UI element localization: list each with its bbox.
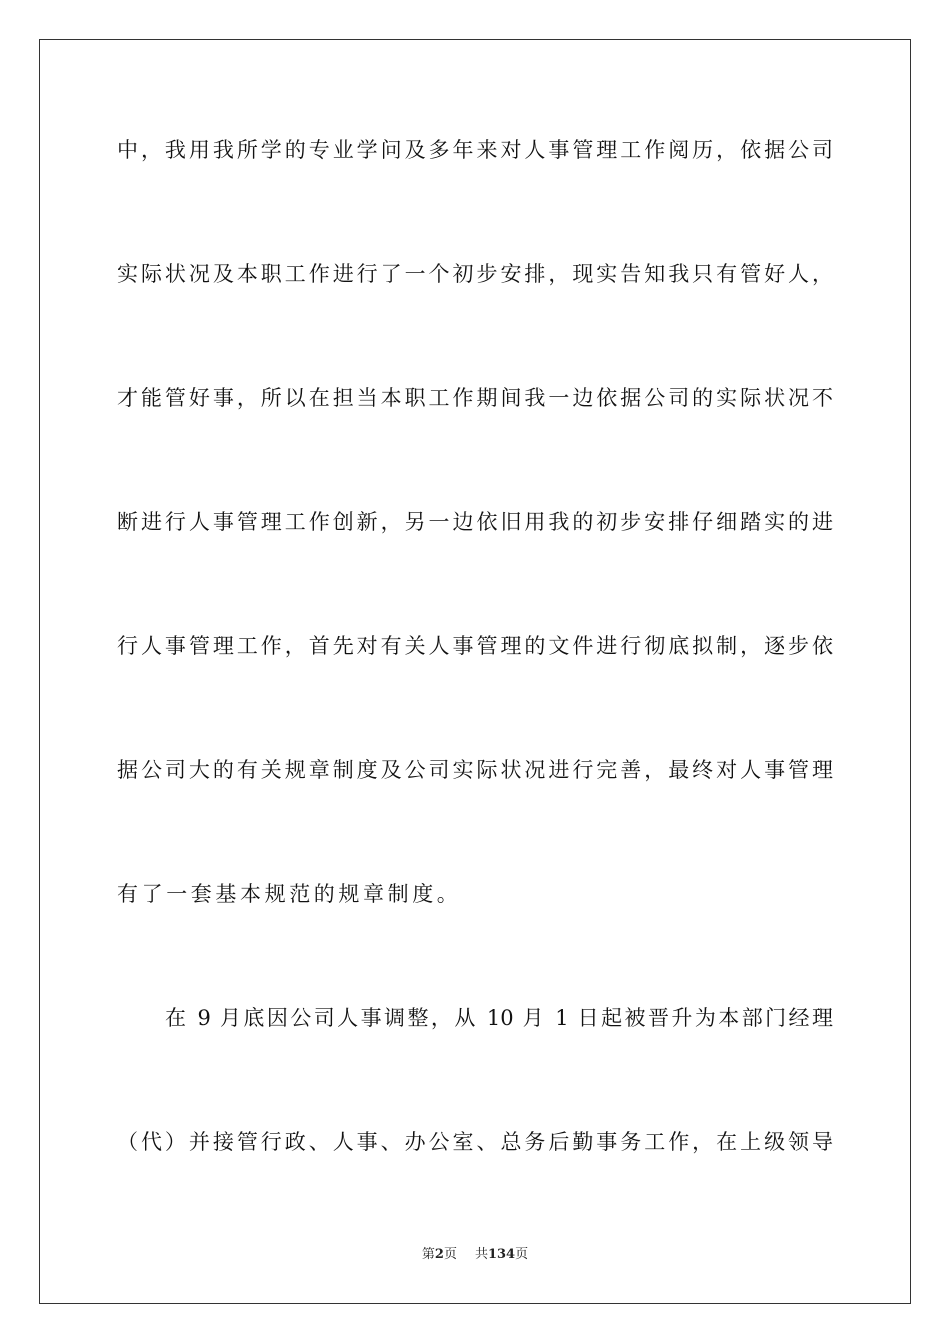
document-body bbox=[117, 130, 833, 1163]
page-suffix: 页 bbox=[443, 1247, 457, 1262]
text-line: 有了一套基本规范的规章制度。 bbox=[117, 882, 462, 906]
total-pages: 134 bbox=[487, 1247, 516, 1262]
text-line: 据公司大的有关规章制度及公司实际状况进行完善，最终对人事管理 bbox=[117, 758, 833, 782]
text-line: 断进行人事管理工作创新，另一边依旧用我的初步安排仔细踏实的进 bbox=[117, 510, 833, 534]
page-prefix: 第 bbox=[421, 1247, 435, 1262]
text-line: 才能管好事，所以在担当本职工作期间我一边依据公司的实际状况不 bbox=[117, 386, 833, 410]
text-line: （代）并接管行政、人事、办公室、总务后勤事务工作，在上级领导 bbox=[117, 1130, 833, 1154]
page-footer bbox=[0, 1245, 950, 1265]
total-prefix: 共 bbox=[474, 1247, 488, 1262]
text-line: 行人事管理工作，首先对有关人事管理的文件进行彻底拟制，逐步依 bbox=[117, 634, 833, 658]
total-suffix: 页 bbox=[515, 1247, 529, 1262]
text-line: 实际状况及本职工作进行了一个初步安排，现实告知我只有管好人， bbox=[117, 262, 833, 286]
paragraph-start-line: 在 9 月底因公司人事调整，从 10 月 1 日起被晋升为本部门经理 bbox=[165, 1006, 833, 1030]
page-number: 2 bbox=[434, 1247, 444, 1262]
text-line: 中，我用我所学的专业学问及多年来对人事管理工作阅历，依据公司 bbox=[117, 138, 833, 162]
